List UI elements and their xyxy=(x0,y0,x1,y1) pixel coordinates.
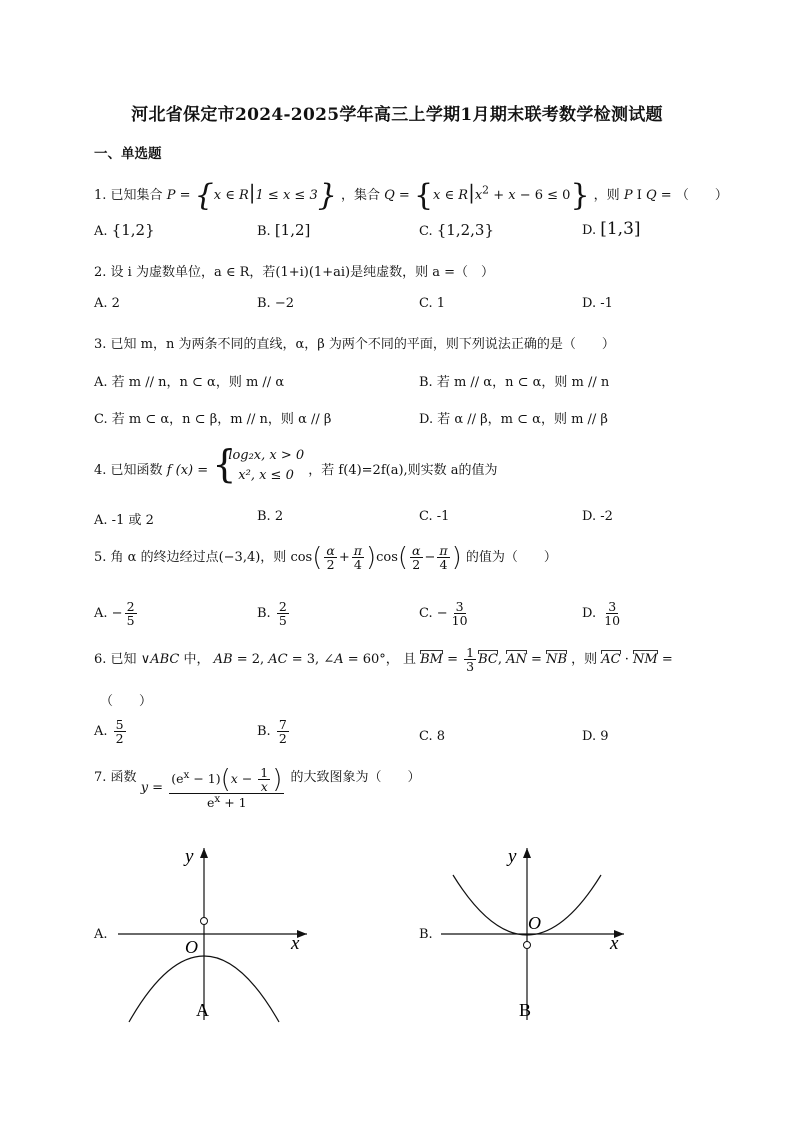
q2-option-c[interactable]: C. 1 xyxy=(419,296,446,311)
set-q: Q = {x ∈ $R|x^2 + x - 6 \le 0$} xyxy=(384,178,590,213)
y-arrow xyxy=(523,848,531,858)
q6-option-b[interactable]: B. $\frac{7}{2}$ xyxy=(257,717,287,747)
y-label: y xyxy=(508,846,517,867)
q5-option-c[interactable]: C. − $\frac{3}{10}$ xyxy=(419,599,468,629)
caption: B xyxy=(519,1000,532,1020)
page-title: 河北省保定市2024-2025学年高三上学期1月期末联考数学检测试题 xyxy=(131,105,663,125)
q1-option-d[interactable]: D. [1,3] xyxy=(582,219,641,239)
question-7: 7. 函数 y = $(e^x - 1)(x$ − $\frac{1}{x}$ ) $e^x + 1$ 的大致图象为（ ） xyxy=(94,764,421,811)
graph-b[interactable] xyxy=(438,840,638,1025)
q1-expr: P I Q = xyxy=(623,188,672,203)
q6-option-d[interactable]: D. 9 xyxy=(582,729,609,744)
q3-option-a[interactable]: A. 若 m // n，n ⊂ α，则 m // α xyxy=(94,375,285,390)
q7-option-b-label[interactable]: B. xyxy=(419,927,433,942)
q1-option-c[interactable]: C. {1,2,3} xyxy=(419,221,495,239)
q5-option-a[interactable]: A. − $\frac{2}{5}$ xyxy=(94,599,135,629)
question-3: 3. 已知 m，n 为两条不同的直线，α，β 为两个不同的平面，则下列说法正确的是（ ） xyxy=(94,337,615,352)
caption: A xyxy=(196,1000,209,1020)
open-point xyxy=(201,918,208,925)
q4-option-a[interactable]: A. -1 或 2 xyxy=(94,513,154,528)
q3-option-d[interactable]: D. 若 α // β，m ⊂ α，则 m // β xyxy=(419,412,608,427)
question-5: 5. 角 α 的终边经过点(−3,4)，则 cos( $\frac{\alpha}{2}$ + $\frac{\pi}{4}$ )cos( $\frac{\alpha}{2}$ − $\frac{\pi}{4}$ ) 的值为（ ） xyxy=(94,542,557,573)
graph-a[interactable] xyxy=(115,840,315,1025)
q6-paren: （ ） xyxy=(100,694,153,709)
q1-pre: 已知集合 xyxy=(110,188,163,203)
question-6: 6. 已知 ∨ABC 中， AB = 2, AC = 3, ∠A = 60°， 且 BM = $\frac{1}{3}$ BC, AN = NB ，则 AC · NM = xyxy=(94,645,673,675)
set-p: P = {x ∈ R|1 ≤ x ≤ 3} xyxy=(166,178,337,213)
y-arrow xyxy=(200,848,208,858)
question-2: 2. 设 i 为虚数单位，a ∈ R，若(1+i)(1+ai)是纯虚数，则 a =（ ） xyxy=(94,265,494,280)
q5-option-b[interactable]: B. $\frac{2}{5}$ xyxy=(257,599,287,629)
q2-option-a[interactable]: A. 2 xyxy=(94,296,120,311)
q3-option-c[interactable]: C. 若 m ⊂ α，n ⊂ β，m // n，则 α // β xyxy=(94,412,332,427)
q6-option-a[interactable]: A. $\frac{5}{2}$ xyxy=(94,717,124,747)
origin-label: O xyxy=(528,913,541,933)
open-point xyxy=(524,942,531,949)
x-label: x xyxy=(610,933,619,954)
question-1: 1. 已知集合 P = {x ∈ R|1 ≤ x ≤ 3} ，集合 Q = {x ∈ $R|x^2 + x - 6 \le 0$} ，则 P I Q = （ ） xyxy=(94,178,728,213)
q2-option-b[interactable]: B. −2 xyxy=(257,296,294,311)
q4-option-b[interactable]: B. 2 xyxy=(257,509,284,524)
q1-option-a[interactable]: A. {1,2} xyxy=(94,221,155,239)
q7-option-a-label[interactable]: A. xyxy=(94,927,108,942)
q6-option-c[interactable]: C. 8 xyxy=(419,729,446,744)
q4-option-d[interactable]: D. -2 xyxy=(582,509,613,524)
q5-expr: cos( $\frac{\alpha}{2}$ + $\frac{\pi}{4}$ )cos( $\frac{\alpha}{2}$ − $\frac{\pi}{4}$ ) xyxy=(290,542,462,573)
question-4: 4. 已知函数 f (x) = { log₂x, x > 0 x², x ≤ 0 ，若 f(4)=2f(a),则实数 a的值为 xyxy=(94,442,498,486)
x-label: x xyxy=(291,933,300,954)
triangle-abc: ∨ABC xyxy=(140,652,180,668)
q5-option-d[interactable]: D. $\frac{3}{10}$ xyxy=(582,599,621,629)
y-label: y xyxy=(185,846,194,867)
q2-option-d[interactable]: D. -1 xyxy=(582,296,613,311)
q4-option-c[interactable]: C. -1 xyxy=(419,509,450,524)
q1-option-b[interactable]: B. [1,2] xyxy=(257,221,311,239)
origin-label: O xyxy=(185,937,198,957)
q3-option-b[interactable]: B. 若 m // α，n ⊂ α，则 m // n xyxy=(419,375,610,390)
section-heading: 一、单选题 xyxy=(94,146,162,162)
